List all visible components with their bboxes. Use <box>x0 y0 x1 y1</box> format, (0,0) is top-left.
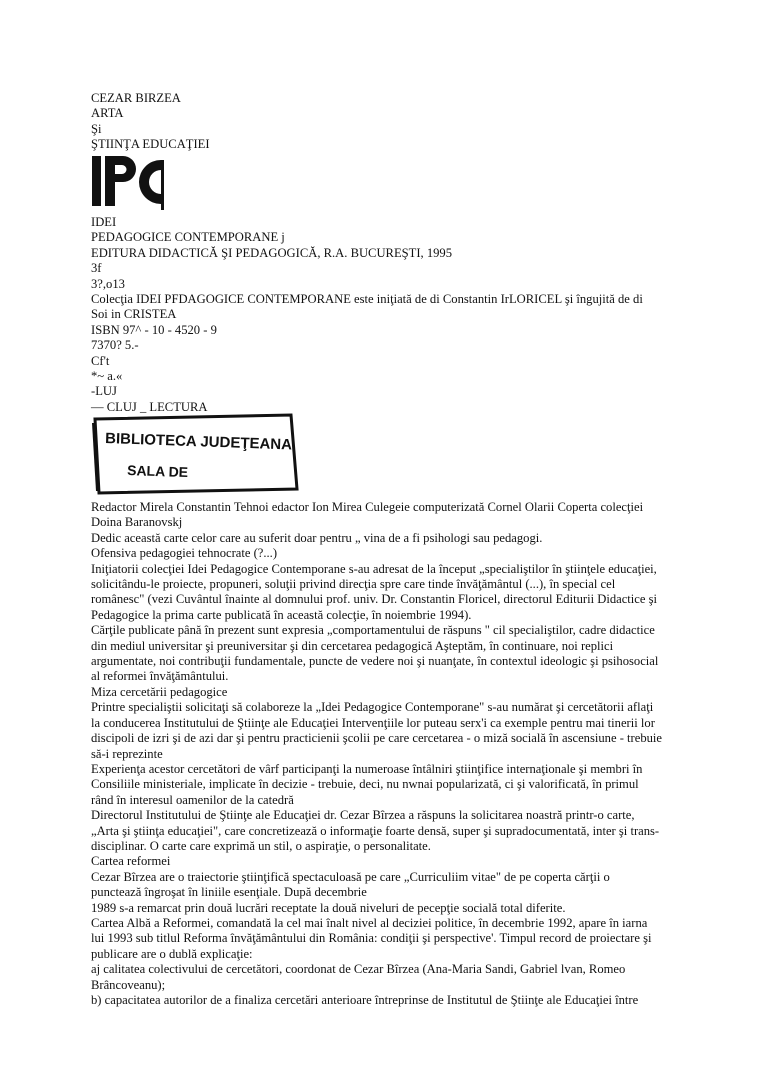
info-line: Colecţia IDEI PFDAGOGICE CONTEMPORANE este iniţiată de di Constantin IrLORICEL şi îngujită de di <box>91 292 643 307</box>
info-line: Soi in CRISTEA <box>91 307 177 322</box>
text-line: argumentate, noi contribuţii fundamentale, puncte de vedere noi şi nuanţate, în contextul ideologic şi psihosocial <box>91 654 659 669</box>
author-name: CEZAR BIRZEA <box>91 91 181 105</box>
text-line: publicare are o dublă explicaţie: <box>91 946 253 961</box>
library-stamp <box>91 413 301 495</box>
info-line: IDEI <box>91 215 117 229</box>
ipc-logo <box>91 152 165 212</box>
title-block <box>91 91 691 153</box>
text-line: din mediul universitar şi preuniversitar şi din cercetarea pedagogică Aşteptăm, în continuare, noi replici <box>91 638 614 653</box>
text-line: Iniţiatorii colecţiei Idei Pedagogice Contemporane s-au adresat de la început „specialiştilor în ştiinţele educaţiei, <box>91 561 657 576</box>
text-line: Consiliile ministeriale, implicate în decizie - trebuie, deci, nu nwnai popularizată, ci şi valorificată, în primul <box>91 777 639 792</box>
text-line: punctează îngroşat în liniile esenţiale. După decembrie <box>91 885 367 900</box>
text-line: aj calitatea colectivului de cercetători, coordonat de Cezar Bîrzea (Ana-Maria Sandi, Gabriel lvan, Romeo <box>91 962 626 977</box>
dedication-line: Dedic această carte celor care au suferit doar pentru „ vina de a fi psihologi sau pedagogi. <box>91 530 543 545</box>
info-line: — CLUJ _ LECTURA <box>91 399 208 414</box>
info-line: 3?,o13 <box>91 276 125 291</box>
credits-line: Redactor Mirela Constantin Tehnoi edactor Ion Mirea Culegeie computerizată Cornel Olarii Coperta colecţiei <box>91 500 644 514</box>
body-text <box>91 500 691 1008</box>
section-heading: Miza cercetării pedagogice <box>91 684 228 699</box>
text-line: „Arta şi ştiinţa educaţiei", care concretizează o informaţie foarte densă, super şi supradocumentată, inter şi trans- <box>91 823 660 838</box>
credits-line: Doina Baranovskj <box>91 515 183 530</box>
title-line: ŞTIINŢA EDUCAŢIEI <box>91 137 210 152</box>
text-line: b) capacitatea autorilor de a finaliza cercetări anterioare întreprinse de Institutul de Ştiinţe ale Educaţiei între <box>91 993 639 1007</box>
logo-text: IPC <box>128 209 132 211</box>
text-line: Cartea Albă a Reformei, comandată la cel mai înalt nivel al deciziei politice, în decembrie 1992, apare în iarna <box>91 915 648 930</box>
publication-info <box>91 215 691 415</box>
text-line: Printre specialiştii solicitaţi să colaboreze la „Idei Pedagogice Contemporane" s-au numărat şi cercetătorii aflaţi <box>91 700 654 715</box>
text-line: disciplinar. O carte care exprimă un stil, o aspiraţie, o personalitate. <box>91 838 431 853</box>
text-line: al reformei învăţământului. <box>91 669 229 684</box>
info-line: *~ a.« <box>91 369 123 384</box>
text-line: să-i reprezinte <box>91 746 163 761</box>
isbn-line: ISBN 97^ - 10 - 4520 - 9 <box>91 322 217 337</box>
text-line: discipoli de izri şi de azi dar şi pentru practicienii şcolii pe care cercetarea - o miză socială în ascensiune - trebuie <box>91 731 663 746</box>
text-line: lui 1993 sub titlul Reforma învăţământului din România: condiţii şi perspective'. Timpul record de proiectare şi <box>91 931 652 946</box>
text-line: Pedagogice la prima carte publicată în această colecţie, în noiembrie 1994). <box>91 607 472 622</box>
section-heading: Ofensiva pedagogiei tehnocrate (?...) <box>91 546 278 561</box>
text-line: Cărţile publicate până în prezent sunt expresia „comportamentului de răspuns " cil specialiştilor, cadre didactice <box>91 623 655 638</box>
text-line: Directorul Institutului de Ştiinţe ale Educaţiei dr. Cezar Bîrzea a răspuns la solicitarea noastră printr-o carte, <box>91 808 635 823</box>
text-line: solicitându-le proiecte, propuneri, soluţii privind direcţia spre care tinde învăţământul (...), în special cel <box>91 577 616 592</box>
stamp-text-1: BIBLIOTECA JUDEŢEANA <box>104 430 293 454</box>
info-line: Cf't <box>91 353 110 368</box>
publisher-line: EDITURA DIDACTICĂ ŞI PEDAGOGICĂ, R.A. BUCUREŞTI, 1995 <box>91 245 453 260</box>
text-line: Experienţa acestor cercetători de vârf participanţi la numeroase întâlniri ştiinţifice internaţionale şi membri în <box>91 761 643 776</box>
text-line: la conducerea Institutului de Ştiinţe ale Educaţiei Intervenţiile lor puteau serx'i ca exemple pentru mai tinerii lor <box>91 715 655 730</box>
info-line: 7370? 5.- <box>91 338 139 353</box>
info-line: 3f <box>91 261 102 276</box>
title-line: ARTA <box>91 106 124 121</box>
text-line: Brâncoveanu); <box>91 977 166 992</box>
info-line: -LUJ <box>91 384 117 399</box>
title-line: Şi <box>91 121 102 136</box>
stamp-text-2: SALA DE <box>126 462 189 481</box>
text-line: românesc" (vezi Cuvântul înainte al domnului prof. univ. Dr. Constantin Floricel, directorul Editurii Didactice şi <box>91 592 658 607</box>
section-heading: Cartea reformei <box>91 854 171 869</box>
text-line: rând în interesul oamenilor de la catedră <box>91 792 294 807</box>
text-line: Cezar Bîrzea are o traiectorie ştiinţifică spectaculoasă pe care „Curriculiim vitae" de pe coperta cărţii o <box>91 869 610 884</box>
info-line: PEDAGOGICE CONTEMPORANE j <box>91 230 285 245</box>
text-line: 1989 s-a remarcat prin două lucrări receptate la două niveluri de pecepţie socială total diferite. <box>91 900 566 915</box>
